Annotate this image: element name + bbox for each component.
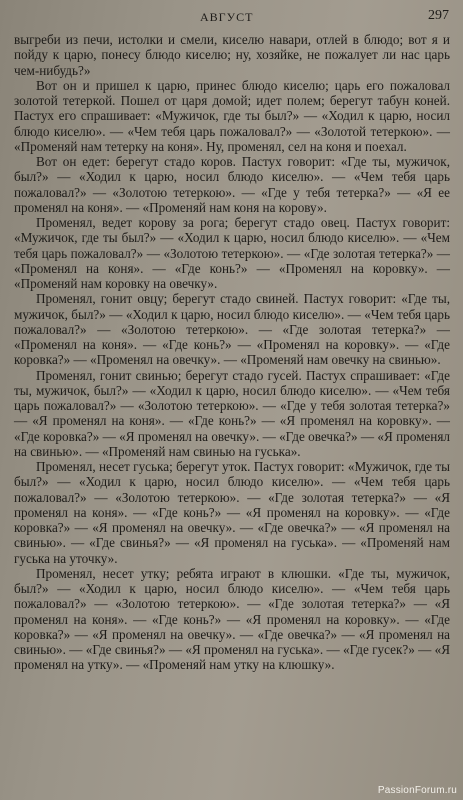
paragraph: Променял, несет утку; ребята играют в клюшки. «Где ты, мужичок, был?» — «Ходил к царю, носил блюдо киселю». — «Чем тебя царь пожаловал?» — «Золотою тетеркою». — «Где золотая тетерка?» — «Я променял на коня». — «Где конь?» — «Я променял на коровку». — «Где коровка?» — «Я променял на овечку». — «Где овечка?» — «Я променял на свинью». — «Где свинья?» — «Я променял на гуська». — «Где гусек?» — «Я променял на утку». — «Променяй нам утку на клюшку». [14,565,450,673]
body-text [14,32,450,673]
paragraph: Променял, гонит овцу; берегут стадо свиней. Пастух говорит: «Где ты, мужичок, был?» — «Ходил к царю, носил блюдо киселю». — «Чем тебя царь пожаловал?» — «Золотою тетеркою». — «Где золотая тетерка?» — «Променял на коня». — «Где конь?» — «Променял на коровку». — «Где коровка?» — «Променял на овечку». — «Променяй нам овечку на свинью». [14,291,450,368]
paragraph: Променял, гонит свинью; берегут стадо гусей. Пастух спрашивает: «Где ты, мужичок, был?» — «Ходил к царю, носил блюдо киселю». — «Чем тебя царь пожаловал?» — «Золотою тетеркою». — «Где у тебя золотая тетерка?» — «Я променял на коня». — «Где конь?» — «Я променял на коровку». — «Где коровка?» — «Я променял на овечку». — «Где овечка?» — «Я променял на свинью». — «Променяй нам свинью на гуська». [14,367,450,459]
running-title: АВГУСТ [200,10,254,24]
paragraph: Променял, несет гуська; берегут уток. Пастух говорит: «Мужичок, где ты был?» — «Ходил к царю, носил блюдо киселю». — «Чем тебя царь пожаловал?» — «Золотою тетеркою». — «Где золотая тетерка?» — «Я променял на коня». — «Где конь?» — «Я променял на коровку». — «Где коровка?» — «Я променял на овечку». — «Где овечка?» — «Я променял на свинью». — «Где свинья?» — «Я променял на гуська». — «Променяй нам гуська на уточку». [14,459,450,566]
page-number: 297 [428,8,449,23]
paragraph: Вот он и пришел к царю, принес блюдо киселю; царь его пожаловал золотой тетеркой. Пошел от царя домой; идет полем; берегут табун коней. Пастух его спрашивает: «Мужичок, где ты был?» — «Ходил к царю, носил блюдо киселю». — «Чем тебя царь пожаловал?» — «Золотой тетеркою». — «Променяй нам тетерку на коня». Ну, променял, сел на коня и поехал. [14,77,450,154]
page-header [0,6,463,30]
paragraph: Променял, ведет корову за рога; берегут стадо овец. Пастух говорит: «Мужичок, где ты был?» — «Ходил к царю, носил блюдо киселю». — «Чем тебя царь пожаловал?» — «Золотою тетеркою». — «Где золотая тетерка?» — «Променял на коня». — «Где конь?» — «Променял на коровку». — «Променяй нам коровку на овечку». [14,215,450,291]
watermark: PassionForum.ru [377,785,457,796]
paragraph: выгреби из печи, истолки и смели, киселю навари, отлей в блюдо; вот я и пойду к царю, понесу блюдо киселю; ну, хозяйке, не пожалует ли нас царь чем-нибудь?» [14,32,450,78]
paragraph: Вот он едет: берегут стадо коров. Пастух говорит: «Где ты, мужичок, был?» — «Ходил к царю, носил блюдо киселю». — «Чем тебя царь пожаловал?» — «Золотою тетеркою». — «Где у тебя тетерка?» — «Я ее променял на коня». — «Променяй нам коня на корову». [14,154,450,215]
